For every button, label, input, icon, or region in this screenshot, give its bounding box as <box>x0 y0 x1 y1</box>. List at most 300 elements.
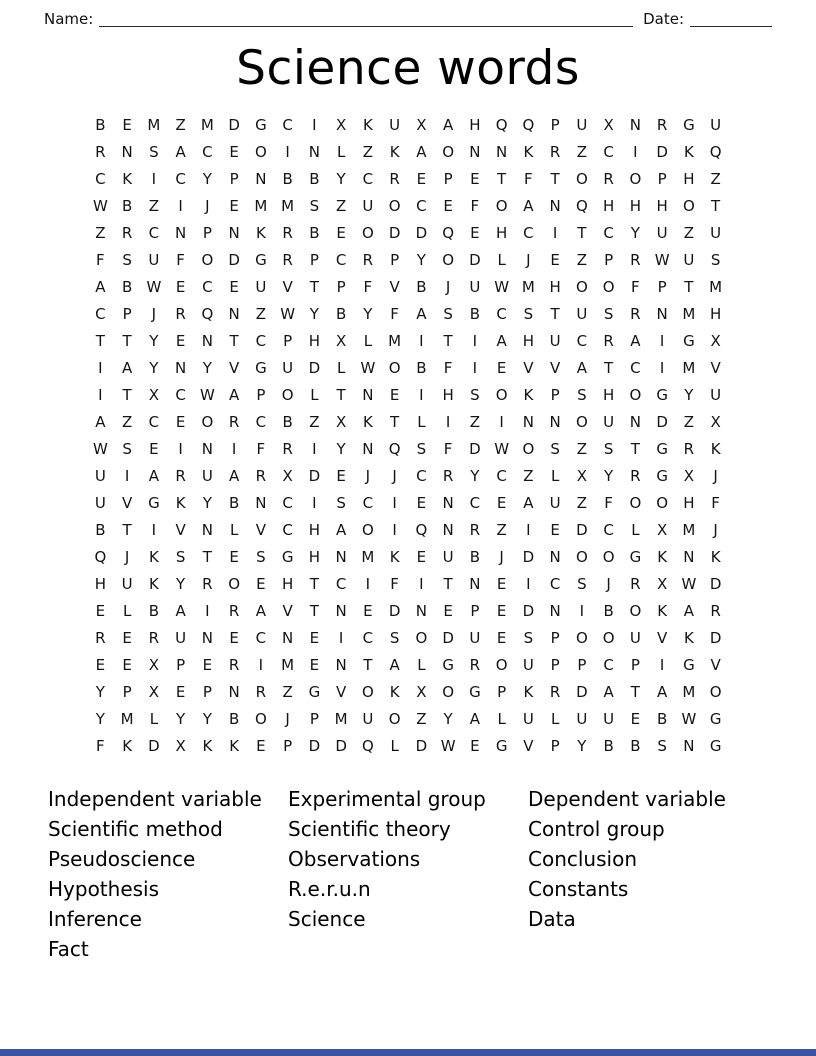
grid-cell: K <box>523 143 534 161</box>
grid-cell: F <box>390 575 399 593</box>
grid-cell: R <box>282 224 293 242</box>
grid-cell: T <box>630 683 640 701</box>
grid-cell: R <box>121 224 133 242</box>
grid-cell: I <box>258 656 264 674</box>
grid-cell: G <box>469 683 481 701</box>
grid-cell: O <box>575 170 588 188</box>
grid-cell: T <box>443 575 453 593</box>
grid-cell: R <box>282 440 293 458</box>
grid-cell: Z <box>523 467 534 485</box>
grid-cell: Y <box>470 467 480 485</box>
grid-cell: V <box>335 683 347 701</box>
grid-cell: H <box>683 170 695 188</box>
grid-cell: X <box>603 116 614 134</box>
grid-cell: X <box>710 413 721 431</box>
grid-cell: S <box>523 629 534 647</box>
word-list-item: Independent variable <box>48 787 262 811</box>
grid-cell: P <box>122 305 132 323</box>
grid-cell: T <box>443 332 453 350</box>
grid-cell: B <box>603 737 614 755</box>
grid-cell: N <box>683 737 695 755</box>
grid-cell: Z <box>121 413 133 431</box>
grid-cell: L <box>310 386 319 404</box>
grid-cell: O <box>361 521 374 539</box>
grid-cell: O <box>388 710 401 728</box>
grid-cell: I <box>392 521 397 539</box>
word-list-item: Science <box>288 907 366 931</box>
grid-cell: T <box>684 278 694 296</box>
grid-cell: I <box>659 359 665 377</box>
grid-cell: I <box>124 467 130 485</box>
grid-cell: F <box>256 440 266 458</box>
grid-cell: P <box>122 683 132 701</box>
header-row <box>0 0 816 29</box>
grid-cell: E <box>416 548 427 566</box>
grid-cell: B <box>656 710 668 728</box>
grid-cell: O <box>442 143 455 161</box>
grid-cell: O <box>629 494 642 512</box>
grid-cell: B <box>121 278 133 296</box>
word-list-item: Experimental group <box>288 787 486 811</box>
grid-cell: N <box>175 359 187 377</box>
grid-cell: S <box>603 305 614 323</box>
grid-cell: N <box>335 656 347 674</box>
grid-cell: T <box>202 548 212 566</box>
grid-cell: W <box>360 359 376 377</box>
grid-cell: V <box>523 359 534 377</box>
grid-cell: I <box>419 332 424 350</box>
grid-cell: F <box>604 494 613 512</box>
grid-cell: J <box>526 251 531 269</box>
grid-cell: G <box>629 548 642 566</box>
grid-cell: T <box>577 224 587 242</box>
grid-cell: W <box>280 305 296 323</box>
grid-cell: P <box>657 278 667 296</box>
grid-cell: Z <box>416 710 427 728</box>
grid-cell: H <box>656 197 668 215</box>
grid-cell: I <box>445 413 451 431</box>
grid-cell: S <box>175 548 186 566</box>
grid-cell: Y <box>95 710 105 728</box>
grid-cell: C <box>335 251 347 269</box>
word-bank <box>0 760 816 964</box>
grid-cell: A <box>389 656 400 674</box>
grid-cell: D <box>709 575 722 593</box>
grid-cell: N <box>228 224 240 242</box>
grid-cell: I <box>526 521 531 539</box>
grid-cell: E <box>229 629 239 647</box>
grid-cell: N <box>442 494 454 512</box>
grid-cell: R <box>175 467 186 485</box>
grid-cell: Y <box>202 494 212 512</box>
grid-cell: N <box>201 440 213 458</box>
grid-cell: W <box>146 278 162 296</box>
grid-cell: J <box>205 197 210 215</box>
grid-cell: P <box>309 251 319 269</box>
grid-cell: E <box>309 629 320 647</box>
grid-cell: C <box>95 305 106 323</box>
grid-cell: E <box>550 251 560 269</box>
grid-cell: D <box>576 521 588 539</box>
grid-cell: U <box>362 710 374 728</box>
grid-cell: M <box>682 683 696 701</box>
grid-cell: I <box>338 629 344 647</box>
grid-cell: Z <box>362 143 374 161</box>
grid-cell: K <box>229 737 240 755</box>
grid-cell: A <box>496 332 507 350</box>
grid-cell: L <box>149 710 159 728</box>
word-list-item: Data <box>528 907 576 931</box>
grid-cell: K <box>148 575 159 593</box>
grid-cell: P <box>202 224 212 242</box>
grid-cell: C <box>255 629 267 647</box>
grid-cell: B <box>469 305 481 323</box>
grid-cell: S <box>603 440 614 458</box>
grid-cell: P <box>577 656 587 674</box>
grid-cell: O <box>602 278 615 296</box>
grid-cell: N <box>549 602 561 620</box>
grid-cell: W <box>92 197 108 215</box>
grid-cell: G <box>683 332 695 350</box>
grid-cell: K <box>657 548 668 566</box>
grid-cell: H <box>522 332 535 350</box>
grid-cell: O <box>361 683 374 701</box>
grid-cell: W <box>681 710 697 728</box>
grid-cell: F <box>524 170 533 188</box>
grid-cell: H <box>442 386 454 404</box>
grid-cell: O <box>575 278 588 296</box>
grid-cell: B <box>309 170 320 188</box>
grid-cell: B <box>121 197 133 215</box>
grid-cell: D <box>522 602 535 620</box>
grid-cell: S <box>309 197 320 215</box>
grid-cell: C <box>362 629 374 647</box>
grid-cell: Z <box>469 413 481 431</box>
grid-cell: N <box>228 305 240 323</box>
grid-cell: U <box>576 305 588 323</box>
grid-cell: R <box>630 467 641 485</box>
page-title: Science words <box>236 41 580 96</box>
grid-cell: N <box>362 386 374 404</box>
grid-cell: L <box>550 710 560 728</box>
grid-cell: S <box>443 305 453 323</box>
grid-cell: S <box>256 548 266 566</box>
grid-cell: J <box>365 467 371 485</box>
grid-cell: D <box>388 224 401 242</box>
grid-cell: U <box>121 575 133 593</box>
grid-cell: V <box>121 494 133 512</box>
grid-cell: A <box>228 467 240 485</box>
grid-cell: G <box>656 386 668 404</box>
word-list-item: Dependent variable <box>528 787 726 811</box>
grid-cell: W <box>654 251 670 269</box>
grid-cell: X <box>335 116 347 134</box>
grid-cell: K <box>362 413 373 431</box>
grid-cell: K <box>710 548 721 566</box>
grid-cell: R <box>255 467 267 485</box>
grid-cell: B <box>228 710 240 728</box>
grid-cell: U <box>389 116 401 134</box>
grid-cell: D <box>308 737 321 755</box>
grid-cell: B <box>416 359 427 377</box>
grid-cell: P <box>657 170 667 188</box>
grid-cell: P <box>443 170 453 188</box>
grid-cell: E <box>470 170 480 188</box>
grid-cell: D <box>442 629 454 647</box>
grid-cell: M <box>334 710 348 728</box>
grid-cell: Z <box>95 224 106 242</box>
grid-cell: R <box>603 332 614 350</box>
grid-cell: Q <box>442 224 455 242</box>
grid-cell: N <box>201 629 213 647</box>
grid-cell: K <box>389 683 400 701</box>
grid-cell: Q <box>415 521 428 539</box>
grid-cell: N <box>362 440 374 458</box>
grid-cell: Z <box>576 251 588 269</box>
grid-cell: D <box>308 359 321 377</box>
grid-cell: T <box>95 332 105 350</box>
grid-cell: K <box>255 224 266 242</box>
grid-cell: W <box>494 278 510 296</box>
grid-cell: F <box>390 305 399 323</box>
grid-cell: P <box>550 629 560 647</box>
grid-cell: Z <box>282 683 293 701</box>
grid-cell: B <box>95 116 106 134</box>
grid-cell: Z <box>496 521 507 539</box>
grid-cell: A <box>683 602 694 620</box>
grid-cell: S <box>710 251 721 269</box>
word-list-item: Pseudoscience <box>48 847 196 871</box>
grid-cell: X <box>683 467 695 485</box>
date-blank-line <box>690 11 772 27</box>
grid-cell: X <box>416 683 427 701</box>
grid-cell: D <box>415 224 428 242</box>
grid-cell: E <box>630 710 641 728</box>
grid-cell: B <box>309 224 320 242</box>
grid-cell: A <box>95 278 106 296</box>
grid-cell: R <box>469 521 481 539</box>
grid-cell: E <box>175 278 186 296</box>
grid-cell: S <box>149 143 159 161</box>
grid-cell: R <box>202 575 213 593</box>
grid-cell: L <box>550 467 560 485</box>
grid-cell: H <box>709 305 722 323</box>
grid-cell: H <box>281 575 294 593</box>
grid-cell: T <box>604 359 614 377</box>
grid-cell: Q <box>575 197 588 215</box>
grid-cell: R <box>656 116 668 134</box>
word-list-item: Control group <box>528 817 665 841</box>
grid-cell: Q <box>522 116 535 134</box>
grid-cell: U <box>549 332 561 350</box>
grid-cell: A <box>148 467 159 485</box>
grid-cell: C <box>202 143 213 161</box>
grid-cell: D <box>388 602 401 620</box>
grid-cell: R <box>95 143 106 161</box>
grid-cell: H <box>308 332 321 350</box>
grid-cell: J <box>285 710 290 728</box>
grid-cell: U <box>603 710 615 728</box>
grid-cell: N <box>201 521 213 539</box>
grid-cell: X <box>148 386 160 404</box>
grid-cell: H <box>549 278 561 296</box>
grid-cell: V <box>549 359 561 377</box>
grid-cell: F <box>443 359 453 377</box>
grid-cell: N <box>549 197 561 215</box>
grid-cell: Y <box>176 575 186 593</box>
grid-cell: N <box>308 143 320 161</box>
grid-cell: R <box>469 656 481 674</box>
grid-cell: D <box>469 251 481 269</box>
grid-cell: P <box>390 251 400 269</box>
grid-cell: X <box>282 467 293 485</box>
grid-cell: R <box>683 440 695 458</box>
grid-cell: L <box>497 710 506 728</box>
grid-cell: H <box>94 575 107 593</box>
grid-cell: O <box>388 359 401 377</box>
grid-cell: M <box>281 197 295 215</box>
grid-cell: D <box>335 737 347 755</box>
grid-cell: D <box>709 629 722 647</box>
grid-cell: H <box>683 494 695 512</box>
grid-cell: Y <box>443 710 453 728</box>
grid-cell: P <box>550 386 560 404</box>
grid-cell: G <box>495 737 508 755</box>
grid-cell: S <box>577 575 587 593</box>
grid-cell: E <box>550 521 560 539</box>
grid-cell: C <box>576 332 588 350</box>
grid-cell: C <box>496 467 507 485</box>
grid-cell: E <box>229 143 239 161</box>
grid-cell: K <box>389 143 400 161</box>
grid-cell: R <box>549 683 561 701</box>
grid-cell: I <box>205 602 210 620</box>
grid-cell: P <box>550 116 560 134</box>
grid-cell: F <box>96 737 105 755</box>
grid-cell: X <box>656 521 668 539</box>
grid-cell: D <box>228 116 240 134</box>
grid-cell: A <box>523 494 534 512</box>
grid-cell: Y <box>202 359 212 377</box>
grid-cell: E <box>336 467 346 485</box>
grid-cell: N <box>549 548 561 566</box>
grid-cell: U <box>469 278 481 296</box>
grid-cell: V <box>389 278 400 296</box>
grid-cell: I <box>419 575 424 593</box>
grid-cell: E <box>122 656 132 674</box>
word-list-item: Scientific method <box>48 817 223 841</box>
grid-cell: K <box>175 494 186 512</box>
grid-cell: J <box>713 521 718 539</box>
grid-cell: Y <box>309 305 319 323</box>
grid-cell: K <box>148 548 159 566</box>
grid-cell: E <box>256 575 266 593</box>
word-bank-column <box>48 784 288 964</box>
grid-cell: P <box>630 656 640 674</box>
grid-cell: U <box>94 467 106 485</box>
grid-cell: A <box>416 143 427 161</box>
grid-cell: I <box>151 170 157 188</box>
grid-cell: O <box>629 602 642 620</box>
grid-cell: I <box>151 521 157 539</box>
grid-cell: M <box>147 116 161 134</box>
grid-cell: E <box>363 602 373 620</box>
grid-cell: N <box>335 548 347 566</box>
grid-cell: N <box>469 575 481 593</box>
grid-cell: E <box>443 602 453 620</box>
grid-cell: N <box>201 332 213 350</box>
grid-cell: K <box>122 737 133 755</box>
grid-cell: O <box>254 710 267 728</box>
grid-cell: A <box>121 359 133 377</box>
grid-cell: P <box>470 602 480 620</box>
word-list-item: Hypothesis <box>48 877 160 901</box>
grid-cell: T <box>309 278 319 296</box>
grid-cell: K <box>202 737 213 755</box>
grid-cell: N <box>656 305 668 323</box>
grid-cell: M <box>281 656 295 674</box>
grid-cell: P <box>309 710 319 728</box>
grid-cell: E <box>389 386 400 404</box>
grid-cell: E <box>229 548 239 566</box>
grid-cell: E <box>496 575 507 593</box>
grid-cell: O <box>602 629 615 647</box>
grid-cell: N <box>175 224 187 242</box>
grid-cell: A <box>95 413 106 431</box>
grid-cell: B <box>416 278 427 296</box>
grid-cell: G <box>148 494 160 512</box>
grid-cell: Y <box>416 251 426 269</box>
date-label: Date: <box>643 10 684 28</box>
grid-cell: I <box>526 575 531 593</box>
grid-cell: S <box>122 440 132 458</box>
grid-cell: Q <box>361 737 374 755</box>
grid-cell: Q <box>709 143 722 161</box>
grid-cell: K <box>683 143 694 161</box>
grid-cell: J <box>124 548 130 566</box>
grid-cell: D <box>522 548 535 566</box>
grid-cell: P <box>229 170 239 188</box>
grid-cell: B <box>630 737 641 755</box>
grid-cell: C <box>95 170 106 188</box>
grid-cell: E <box>95 656 106 674</box>
grid-cell: R <box>148 629 160 647</box>
grid-cell: P <box>604 251 614 269</box>
word-list-item: Conclusion <box>528 847 637 871</box>
grid-cell: L <box>336 359 346 377</box>
grid-cell: N <box>469 143 481 161</box>
grid-cell: U <box>94 494 106 512</box>
grid-cell: L <box>417 656 426 674</box>
grid-cell: I <box>312 440 317 458</box>
word-bank-column <box>528 784 768 964</box>
grid-cell: S <box>577 386 587 404</box>
grid-cell: G <box>683 656 695 674</box>
grid-cell: I <box>365 575 371 593</box>
grid-cell: G <box>442 656 454 674</box>
grid-cell: C <box>630 359 641 377</box>
grid-cell: U <box>710 386 722 404</box>
grid-cell: B <box>469 548 481 566</box>
grid-cell: A <box>469 710 480 728</box>
grid-cell: H <box>602 197 615 215</box>
grid-cell: Y <box>202 710 212 728</box>
grid-cell: C <box>603 521 614 539</box>
grid-cell: C <box>416 467 427 485</box>
grid-cell: C <box>148 224 160 242</box>
grid-cell: P <box>283 332 293 350</box>
grid-cell: A <box>175 143 186 161</box>
